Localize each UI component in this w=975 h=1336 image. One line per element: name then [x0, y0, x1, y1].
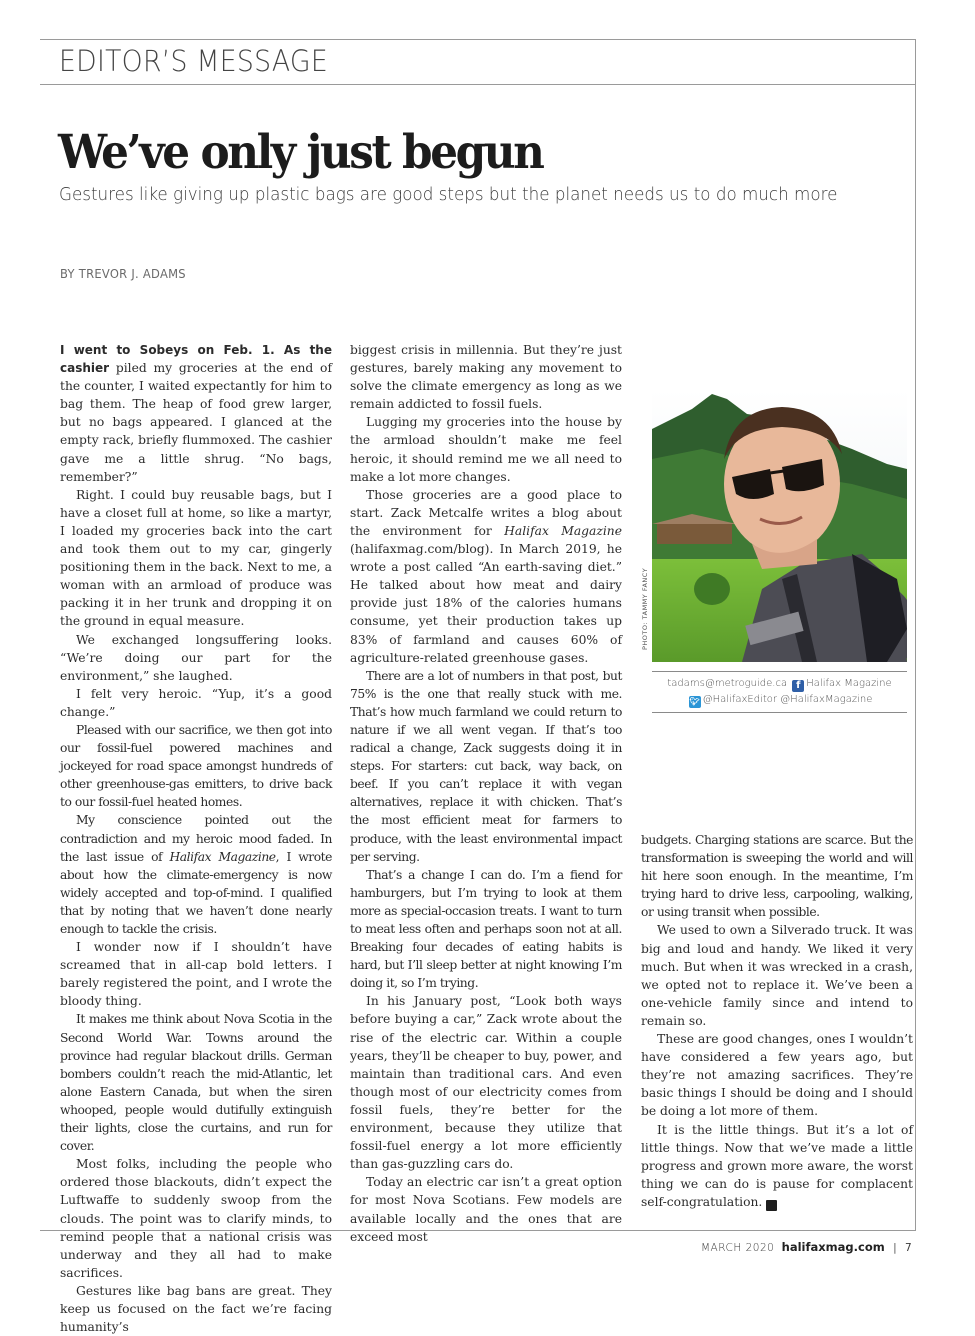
paragraph: Today an electric car isn’t a great option for most Nova Scotians. Few models are available locally and the ones that are exceed most: [350, 1175, 622, 1244]
paragraph: budgets. Charging stations are scarce. But the transformation is sweeping the world and will hit here soon enough. In the meantime, I’m trying hard to drive less, carpooling, walking, or using transit when possible.: [641, 833, 913, 920]
paragraph: These are good changes, ones I wouldn’t have considered a few years ago, but they’re not amazing sacrifices. They’re basic things I should be doing and I should be doing a lot more of them.: [641, 1032, 913, 1119]
photo-credit: PHOTO: TAMMY FANCY: [641, 567, 649, 650]
paragraph: There are a lot of numbers in that post, but 75% is the one that really stuck with me. That’s how much farmland we could return to nature if we all went vegan. If that’s too radical a change, Zack suggests doing it in steps. For starters: cut back, way back, on beef. If you can’t replace it with vegan alternatives, replace it with chicken. That’s the most efficient meat for farmers to produce, with the least environmental impact per serving.: [350, 668, 622, 864]
paragraph: I felt very heroic. “Yup, it’s a good change.”: [60, 686, 332, 719]
page-footer: [701, 1240, 912, 1254]
paragraph: biggest crisis in millennia. But they’re just gestures, barely making any movement to solve the climate emergency as long as we remain addicted to fossil fuels.: [350, 343, 622, 412]
article-headline: We’ve only just begun: [58, 125, 543, 180]
paragraph: Most folks, including the people who ordered those blackouts, didn’t expect the Luftwaffe to suddenly swoop from the clouds. The point was to clarify minds, to remind people that a national crisis was underway and they all had to make sacrifices.: [60, 1157, 332, 1280]
twitter-icon: 🐦︎: [689, 697, 700, 706]
article-column-2: [350, 341, 622, 1246]
contact-info: [652, 671, 907, 713]
footer-separator: |: [893, 1242, 897, 1254]
paragraph: Lugging my groceries into the house by the armload shouldn’t make me feel heroic, it should remind me we all need to make a lot more changes.: [350, 415, 622, 484]
lede-text: I went to Sobeys on Feb. 1. As the cashier: [60, 343, 332, 376]
site-url[interactable]: halifaxmag.com: [781, 1240, 885, 1254]
paragraph: My conscience pointed out the contradiction and my heroic mood faded. In the last issue of Halifax Magazine, I wrote about how the climate-emergency is now widely accepted and top-of-mind. I qualified that by noting that we haven’t done nearly enough to tackle the crisis.: [60, 813, 332, 936]
paragraph: That’s a change I can do. I’m a fiend for hamburgers, but I’m trying to look at them more as special-occasion treats. I want to turn to meat less often and perhaps soon not at all. Breaking four decades of eating habits is hard, but I’ll sleep better at night knowing I’m doing it, so I’m trying.: [350, 867, 622, 991]
email-link[interactable]: tadams@metroguide.ca: [667, 678, 788, 689]
author-photo: [652, 389, 907, 662]
facebook-link[interactable]: Halifax Magazine: [806, 678, 892, 689]
paragraph: Gestures like bag bans are great. They keep us focused on the fact we’re facing humanity’s: [60, 1283, 332, 1335]
paragraph: I wonder now if I shouldn’t have screamed that in all-cap bold letters. I barely registered the point, and I wrote the bloody thing.: [60, 940, 332, 1009]
contact-line-1: [652, 676, 907, 692]
publication-title: Halifax Magazine: [504, 523, 622, 538]
paragraph: Right. I could buy reusable bags, but I have a closet full at home, so like a martyr, I loaded my groceries back into the cart and took them out to my car, gingerly positioning them in the back. Next to me, a woman with an armload of produce was packing it in her trunk and dropping it on the ground in equal measure.: [60, 487, 332, 629]
section-header-rule: [40, 84, 916, 85]
paragraph: We exchanged longsuffering looks. “We’re doing our part for the environment,” she laughed.: [60, 632, 332, 683]
page-number: 7: [904, 1242, 912, 1254]
paragraph: In his January post, “Look both ways before buying a car,” Zack wrote about the rise of the electric car. Within a couple years, they’ll be cheaper to buy, power, and maintain than traditional cars. And even though most of our electricity comes from fossil fuels, they’re better for the environment, because they utilize that fossil-fuel energy a lot more efficiently than gas-guzzling cars do.: [350, 994, 622, 1172]
article-column-1: [60, 341, 332, 1336]
article-dek: Gestures like giving up plastic bags are good steps but the planet needs us to do much more: [59, 184, 838, 205]
paragraph: I went to Sobeys on Feb. 1. As the cashier piled my groceries at the end of the counter, I waited expectantly for him to bag them. The heap of food grew larger, but no bags appeared. I glanced at the empty rack, briefly flummoxed. The cashier gave me a little shrug. “No bags, remember?”: [60, 343, 332, 484]
author-portrait-image: [652, 389, 907, 662]
article-column-3: [641, 831, 913, 1211]
paragraph: We used to own a Silverado truck. It was big and loud and handy. We liked it very much. But when it was wrecked in a crash, we opted not to replace it. We’ve been a one-vehicle family since and intend to remain so.: [641, 923, 913, 1028]
page-frame-top-rule: [40, 39, 916, 40]
facebook-icon: f: [792, 680, 804, 692]
paragraph: Those groceries are a good place to start. Zack Metcalfe writes a blog about the environment for Halifax Magazine (halifaxmag.com/blog). In March 2019, he wrote a post called “An earth-saving diet.” He talked about how meat and dairy provide just 18% of the calories humans consume, yet their production takes up 83% of farmland and causes 60% of agriculture-related greenhouse gases.: [350, 487, 622, 665]
twitter-handles[interactable]: @HalifaxEditor @HalifaxMagazine: [702, 694, 873, 705]
section-label: EDITOR’S MESSAGE: [59, 44, 328, 78]
article-byline: BY TREVOR J. ADAMS: [60, 266, 186, 281]
paragraph: It is the little things. But it’s a lot of little things. Now that we’ve made a little progress and grown more aware, the worst thing we can do is pause for complacent self-congratulation. H: [641, 1122, 913, 1210]
page-frame-right-rule: [915, 39, 916, 1231]
issue-date: MARCH 2020: [701, 1242, 775, 1254]
publication-title: Halifax Magazine: [169, 849, 276, 864]
end-mark-icon: H: [766, 1200, 777, 1211]
paragraph: Pleased with our sacrifice, we then got into our fossil-fuel powered machines and jockeyed for road space amongst hundreds of other greenhouse-gas emitters, to drive back to our fossil-fuel heated homes.: [60, 722, 332, 810]
paragraph: It makes me think about Nova Scotia in the Second World War. Towns around the province had regular blackout drills. German bombers couldn’t reach the mid-Atlantic, let alone Eastern Canada, but when the siren whooped, people would dutifully extinguish their lights, close the curtains, and run for cover.: [60, 1012, 332, 1154]
contact-line-2: [652, 692, 907, 708]
